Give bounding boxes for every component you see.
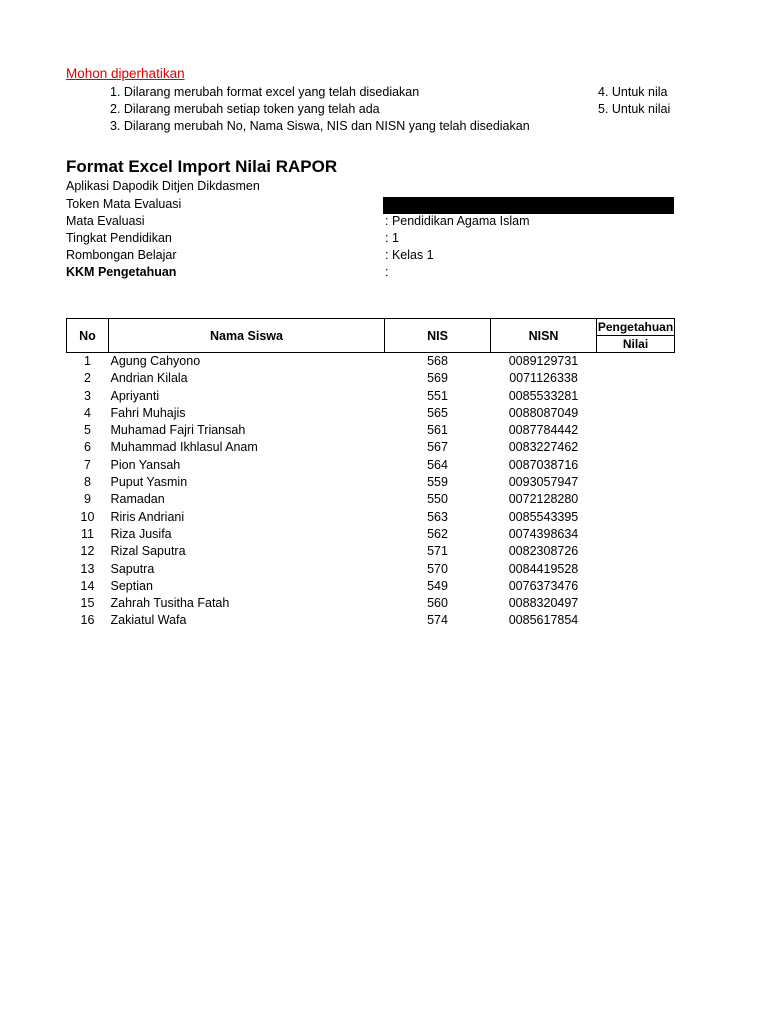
cell-nilai[interactable] [597, 353, 675, 371]
header-no: No [67, 319, 109, 353]
cell-nisn: 0087784442 [508, 423, 579, 438]
table-row [67, 543, 675, 560]
cell-no: 15 [80, 596, 95, 611]
cell-no: 12 [80, 544, 95, 559]
table-row [67, 578, 675, 595]
cell-nis: 568 [427, 354, 448, 368]
cell-no: 10 [80, 509, 95, 524]
table-row [67, 457, 675, 474]
cell-nilai[interactable] [597, 388, 675, 405]
rombel-value: : Kelas 1 [385, 248, 434, 262]
cell-nama-siswa: Apriyanti [110, 388, 160, 403]
cell-nis: 570 [427, 561, 448, 576]
cell-no: 5 [84, 423, 91, 438]
cell-nilai[interactable] [597, 561, 675, 578]
table-row [67, 388, 675, 405]
cell-nilai[interactable] [597, 578, 675, 595]
cell-nilai[interactable] [597, 526, 675, 543]
cell-no: 6 [84, 440, 91, 455]
mata-evaluasi-label: Mata Evaluasi [66, 214, 145, 228]
cell-nis: 559 [427, 475, 448, 490]
header-nama: Nama Siswa [109, 319, 385, 353]
table-row [67, 370, 675, 387]
header-nis: NIS [385, 319, 491, 353]
table-row [67, 439, 675, 456]
cell-nama-siswa: Agung Cahyono [110, 354, 201, 368]
cell-no: 9 [84, 492, 91, 507]
cell-nama-siswa: Muhammad Ikhlasul Anam [110, 440, 258, 455]
cell-nama-siswa: Riza Jusifa [110, 526, 172, 541]
cell-nisn: 0093057947 [508, 475, 579, 490]
cell-nis: 560 [427, 596, 448, 611]
cell-nama-siswa: Muhamad Fajri Triansah [110, 423, 246, 438]
cell-no: 11 [81, 526, 94, 541]
cell-nis: 549 [427, 578, 448, 593]
header-nilai: Nilai [597, 336, 675, 353]
cell-nilai[interactable] [597, 422, 675, 439]
cell-nis: 562 [427, 526, 448, 541]
cell-nis: 564 [427, 457, 448, 472]
notice-title: Mohon diperhatikan [66, 66, 185, 81]
cell-no: 8 [84, 475, 91, 490]
table-row [67, 595, 675, 612]
token-redacted-box [383, 197, 674, 214]
cell-nis: 550 [427, 492, 448, 507]
cell-nisn: 0088320497 [508, 596, 579, 611]
rule-4: 4. Untuk nila [598, 85, 668, 99]
cell-nis: 565 [427, 405, 448, 420]
cell-nis: 574 [427, 613, 448, 628]
cell-nama-siswa: Ramadan [110, 492, 165, 507]
table-row [67, 526, 675, 543]
cell-nisn: 0076373476 [508, 578, 579, 593]
cell-nilai[interactable] [597, 439, 675, 456]
cell-no: 14 [80, 578, 95, 593]
cell-nilai[interactable] [597, 491, 675, 508]
tingkat-value: : 1 [385, 231, 399, 245]
rule-5: 5. Untuk nilai [598, 102, 671, 116]
tingkat-label: Tingkat Pendidikan [66, 231, 172, 245]
cell-nis: 551 [427, 388, 448, 403]
cell-nilai[interactable] [597, 595, 675, 612]
cell-nisn: 0085617854 [508, 613, 579, 628]
cell-nisn: 0074398634 [508, 526, 579, 541]
cell-nama-siswa: Zakiatul Wafa [110, 613, 187, 628]
cell-nisn: 0089129731 [508, 354, 579, 368]
cell-no: 2 [84, 371, 91, 386]
cell-no: 4 [84, 405, 91, 420]
cell-nama-siswa: Saputra [110, 561, 155, 576]
cell-nisn: 0072128280 [508, 492, 579, 507]
cell-nilai[interactable] [597, 543, 675, 560]
cell-nama-siswa: Rizal Saputra [110, 544, 186, 559]
cell-nilai[interactable] [597, 457, 675, 474]
cell-no: 16 [80, 613, 95, 628]
table-row [67, 353, 675, 371]
cell-nilai[interactable] [597, 612, 675, 629]
cell-nilai[interactable] [597, 370, 675, 387]
header-pengetahuan: Pengetahuan [597, 320, 674, 334]
cell-nis: 569 [427, 371, 448, 386]
rule-1: 1. Dilarang merubah format excel yang telah disediakan [110, 85, 420, 99]
rule-2: 2. Dilarang merubah setiap token yang telah ada [110, 102, 380, 116]
kkm-value: : [385, 265, 389, 279]
cell-nisn: 0083227462 [508, 440, 579, 455]
cell-nilai[interactable] [597, 474, 675, 491]
page-title: Format Excel Import Nilai RAPOR [66, 157, 338, 176]
cell-nis: 571 [427, 544, 448, 559]
cell-nilai[interactable] [597, 509, 675, 526]
header-nisn: NISN [491, 319, 597, 353]
cell-no: 1 [84, 354, 91, 368]
cell-nama-siswa: Septian [110, 578, 153, 593]
cell-nama-siswa: Pion Yansah [110, 457, 181, 472]
cell-nama-siswa: Puput Yasmin [110, 475, 188, 490]
table-row [67, 422, 675, 439]
cell-nama-siswa: Andrian Kilala [110, 371, 188, 386]
cell-nama-siswa: Zahrah Tusitha Fatah [110, 596, 230, 611]
table-row [67, 405, 675, 422]
cell-nilai[interactable] [597, 405, 675, 422]
cell-nis: 567 [427, 440, 448, 455]
table-row [67, 491, 675, 508]
cell-nisn: 0084419528 [508, 561, 579, 576]
table-body [67, 353, 675, 630]
cell-nisn: 0082308726 [508, 544, 579, 559]
cell-nisn: 0085533281 [508, 388, 579, 403]
rule-3: 3. Dilarang merubah No, Nama Siswa, NIS dan NISN yang telah disediakan [110, 119, 530, 133]
rombel-label: Rombongan Belajar [66, 248, 177, 262]
cell-nama-siswa: Riris Andriani [110, 509, 185, 524]
cell-nis: 563 [427, 509, 448, 524]
cell-no: 13 [80, 561, 95, 576]
cell-nisn: 0088087049 [508, 405, 579, 420]
cell-nis: 561 [427, 423, 448, 438]
mata-evaluasi-value: : Pendidikan Agama Islam [385, 214, 530, 228]
table-row [67, 561, 675, 578]
token-label: Token Mata Evaluasi [66, 197, 182, 211]
cell-nama-siswa: Fahri Muhajis [110, 405, 186, 420]
table-row [67, 474, 675, 491]
app-subtitle: Aplikasi Dapodik Ditjen Dikdasmen [66, 179, 260, 193]
cell-nisn: 0085543395 [508, 509, 579, 524]
cell-no: 3 [84, 388, 91, 403]
cell-no: 7 [84, 457, 91, 472]
table-row [67, 509, 675, 526]
cell-nisn: 0087038716 [508, 457, 579, 472]
table-row [67, 612, 675, 629]
grades-table [66, 318, 675, 630]
kkm-label: KKM Pengetahuan [66, 265, 177, 279]
cell-nisn: 0071126338 [509, 371, 578, 386]
